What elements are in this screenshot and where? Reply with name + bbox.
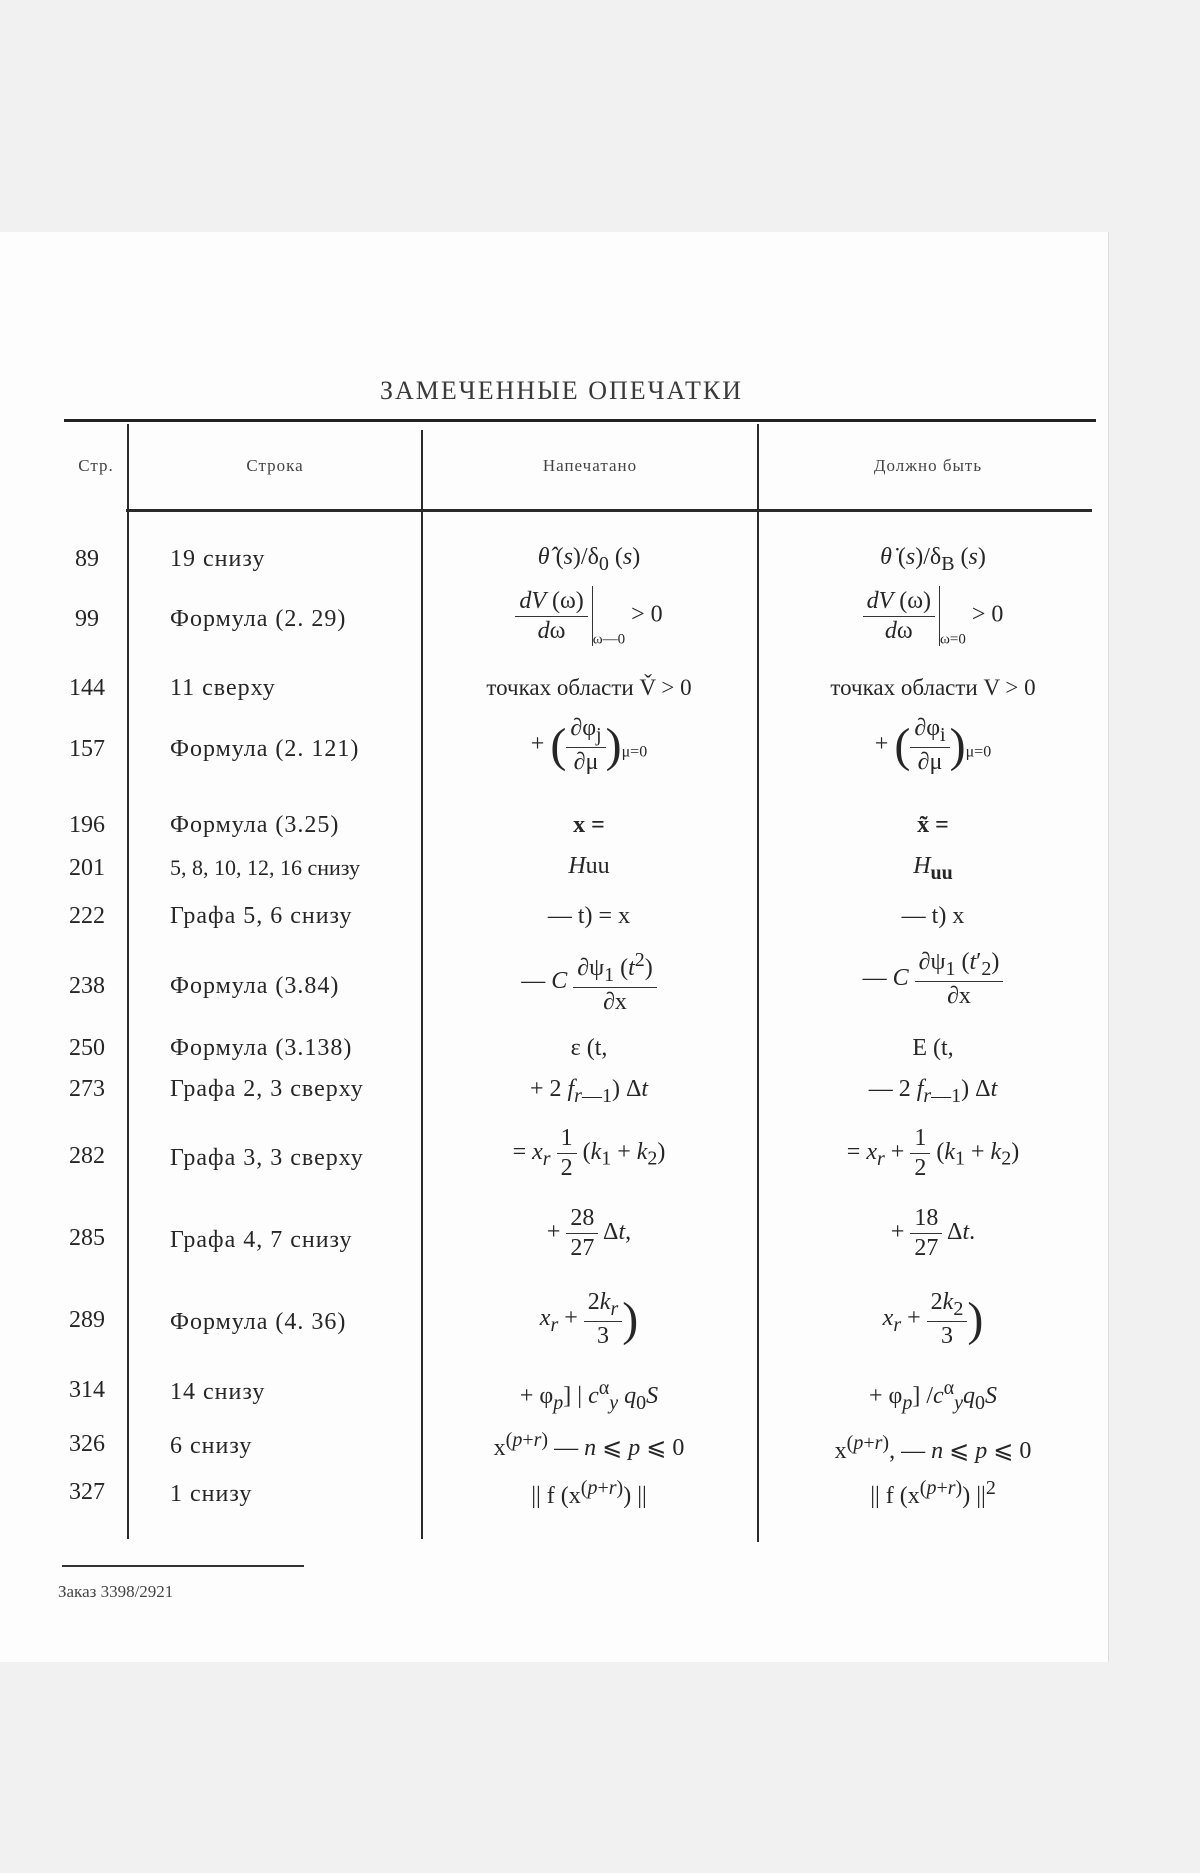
- row-line: 14 снизу: [170, 1379, 266, 1405]
- row-line: Графа 5, 6 снизу: [170, 903, 353, 929]
- column-divider: [757, 424, 759, 1542]
- correct-formula: $\frac{dV (\omega)}{d\omega}$ $_{\omega=0}$ > 0: [768, 586, 1098, 649]
- column-divider: [421, 430, 423, 1539]
- row-line: Формула (3.25): [170, 812, 340, 838]
- row-page: 326: [69, 1431, 105, 1457]
- printed-formula: = $x_r$ $\frac{1}{2}$ $(k_1 + k_2)$: [512, 1125, 666, 1181]
- correct-formula: — t) x: [901, 903, 965, 929]
- row-line: Графа 2, 3 сверху: [170, 1076, 364, 1102]
- printed-formula: — C $\frac{\partial\psi_1 (t^2)}{\partial x}$: [424, 948, 754, 1017]
- footer-rule: [62, 1565, 304, 1567]
- row-page: 238: [69, 973, 105, 999]
- row-page: 89: [75, 546, 99, 572]
- printed-formula: + ( $\frac{\partial\varphi_j}{\partial\mu}$ )$_{\mu=0}$: [530, 715, 648, 775]
- correct-formula: $x_r$ + $\frac{2k_2}{3}$ ): [882, 1289, 984, 1349]
- printed-formula: || f $(x^{(p+r)})$ ||: [531, 1477, 647, 1509]
- row-page: 285: [69, 1225, 105, 1251]
- correct-formula: E (t,: [912, 1035, 954, 1061]
- correct-formula: + $\varphi_p$] $/c^\alpha_yq_0S$: [868, 1377, 998, 1414]
- printed-formula: — t) = x: [547, 903, 631, 929]
- correct-formula: = $x_r$ + $\frac{1}{2}$ $(k_1 + k_2)$: [846, 1125, 1020, 1181]
- row-page: 201: [69, 855, 105, 881]
- print-order-number: Заказ 3398/2921: [58, 1582, 174, 1601]
- correct-formula: $x^{(p+r)}$, — n ⩽ p ⩽ 0: [834, 1432, 1032, 1464]
- correct-formula: + $\frac{18}{27}$ Δt.: [890, 1205, 976, 1261]
- printed-formula: + $\frac{28}{27}$ Δt,: [546, 1205, 632, 1261]
- row-page: 327: [69, 1479, 105, 1505]
- printed-formula: $\frac{dV (\omega)}{d\omega}$ $_{\omega—0}$ > 0: [424, 586, 754, 649]
- row-line: Формула (3.84): [170, 973, 340, 999]
- header-page: Стр.: [78, 456, 114, 475]
- printed-formula: $x^{(p+r)}$ — n ⩽ p ⩽ 0: [493, 1429, 685, 1461]
- correct-formula: x̃ =: [917, 812, 949, 838]
- header-correct: Должно быть: [873, 456, 983, 475]
- row-page: 196: [69, 812, 105, 838]
- row-page: 289: [69, 1307, 105, 1333]
- printed-formula: точках области V̌ > 0: [486, 675, 692, 700]
- row-page: 314: [69, 1377, 105, 1403]
- printed-formula: + $\varphi_p$] | $c^\alpha_y$ $q_0S$: [519, 1377, 659, 1414]
- table-top-rule: [64, 419, 1096, 422]
- correct-formula: θ̇ $(s)/\delta_B$ (s): [880, 544, 986, 575]
- row-line: Графа 3, 3 сверху: [170, 1145, 364, 1171]
- row-line: Формула (2. 29): [170, 606, 347, 632]
- table-header-rule: [126, 509, 1092, 512]
- row-page: 99: [75, 606, 99, 632]
- row-page: 144: [69, 675, 105, 701]
- printed-formula: Huu: [568, 853, 610, 879]
- row-line: 6 снизу: [170, 1433, 253, 1459]
- column-divider: [127, 424, 129, 1539]
- row-line: 11 сверху: [170, 675, 276, 701]
- correct-formula: $H_{uu}$: [913, 853, 953, 884]
- printed-formula: + 2 $f_{r—1}$) Δt: [529, 1076, 649, 1107]
- page-title: ЗАМЕЧЕННЫЕ ОПЕЧАТКИ: [380, 376, 744, 405]
- row-line: 19 снизу: [170, 546, 266, 572]
- printed-formula: x =: [573, 812, 605, 838]
- row-page: 222: [69, 903, 105, 929]
- header-line: Строка: [246, 456, 304, 475]
- row-page: 273: [69, 1076, 105, 1102]
- row-line: Формула (2. 121): [170, 736, 360, 762]
- row-line: 1 снизу: [170, 1481, 253, 1507]
- printed-formula: $x_r$ + $\frac{2k_r}{3}$ ): [539, 1289, 639, 1349]
- row-page: 282: [69, 1143, 105, 1169]
- printed-formula: θ̂ $(s)/\delta_0$ (s): [537, 544, 641, 575]
- row-page: 250: [69, 1035, 105, 1061]
- row-line: 5, 8, 10, 12, 16 снизу: [170, 855, 361, 880]
- correct-formula: — 2 $f_{r—1}$) Δt: [868, 1076, 998, 1107]
- correct-formula: — C $\frac{\partial\psi_1 (t'_2)}{\partial x}$: [768, 948, 1098, 1011]
- row-line: Формула (4. 36): [170, 1309, 347, 1335]
- correct-formula: || f $(x^{(p+r)})$ $||^2$: [870, 1477, 996, 1509]
- row-line: Формула (3.138): [170, 1035, 353, 1061]
- correct-formula: + ( $\frac{\partial\varphi_i}{\partial\mu}$ )$_{\mu=0}$: [874, 715, 992, 775]
- row-line: Графа 4, 7 снизу: [170, 1227, 353, 1253]
- header-printed: Напечатано: [542, 456, 638, 475]
- printed-formula: ε (t,: [570, 1035, 608, 1061]
- row-page: 157: [69, 736, 105, 762]
- correct-formula: точках области V > 0: [830, 675, 1036, 700]
